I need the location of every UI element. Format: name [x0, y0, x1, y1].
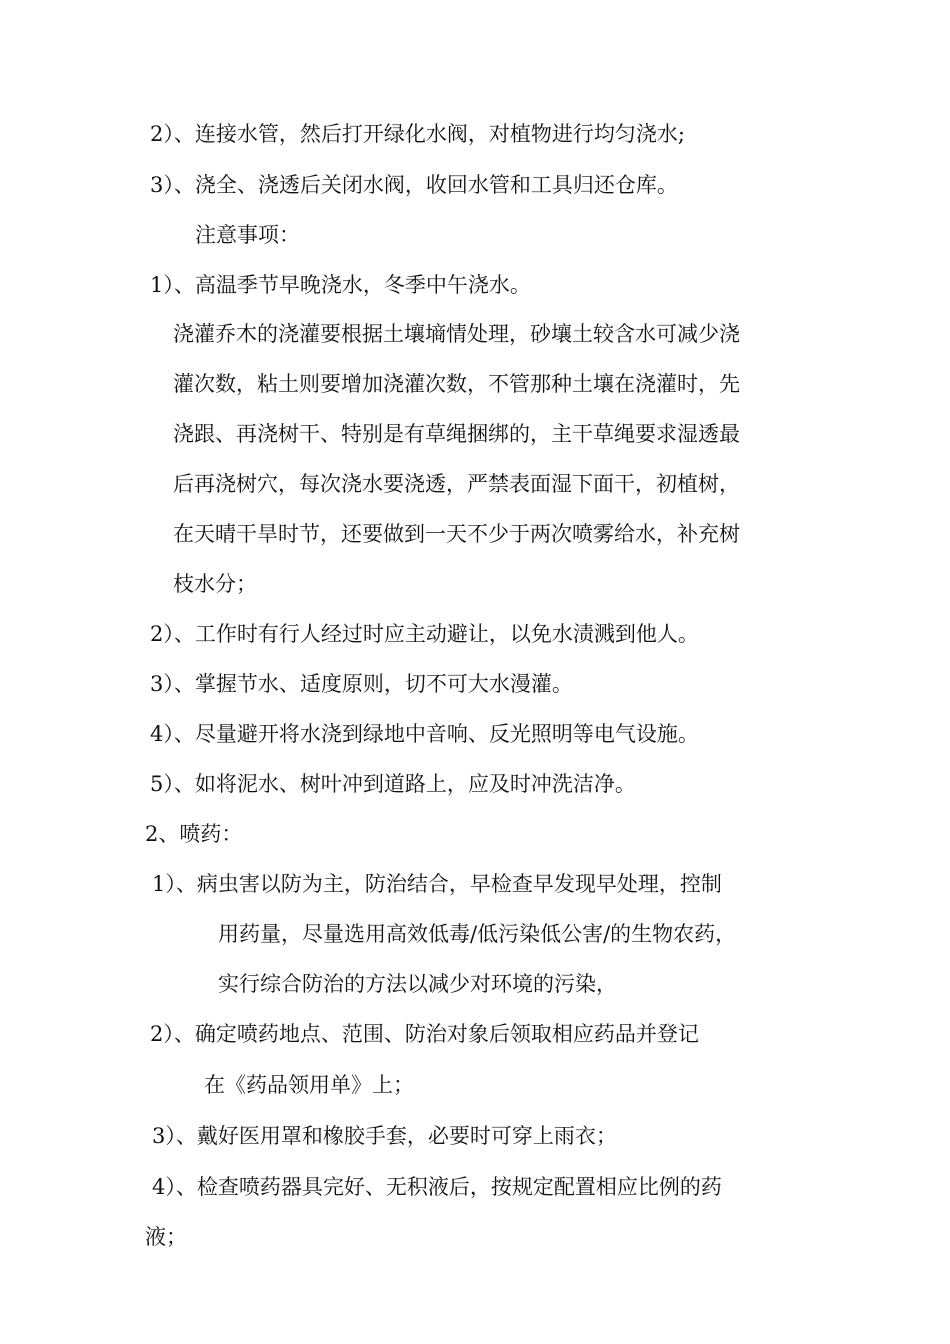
- text-line-22: 4）、检查喷药器具完好、无积液后，按规定配置相应比例的药: [152, 1175, 722, 1199]
- text-line-10: 枝水分；: [173, 572, 257, 596]
- text-line-16: 1）、病虫害以防为主，防治结合，早检查早发现早处理，控制: [152, 872, 722, 896]
- text-line-5: 浇灌乔木的浇灌要根据土壤墒情处理，砂壤土较含水可减少浇: [173, 322, 740, 346]
- text-line-13: 4）、尽量避开将水浇到绿地中音响、反光照明等电气设施。: [150, 722, 699, 746]
- text-line-19: 2）、确定喷药地点、范围、防治对象后领取相应药品并登记: [150, 1022, 699, 1046]
- text-line-23: 液；: [145, 1225, 187, 1249]
- text-line-8: 后再浇树穴，每次浇水要浇透，严禁表面湿下面干，初植树，: [173, 472, 740, 496]
- text-line-11: 2）、工作时有行人经过时应主动避让，以免水渍溅到他人。: [150, 622, 699, 646]
- text-line-20: 在《药品领用单》上；: [204, 1073, 414, 1097]
- text-line-3: 注意事项：: [195, 223, 300, 247]
- text-line-2: 3）、浇全、浇透后关闭水阀，收回水管和工具归还仓库。: [150, 173, 678, 197]
- text-line-14: 5）、如将泥水、树叶冲到道路上，应及时冲洗洁净。: [150, 772, 636, 796]
- text-line-21: 3）、戴好医用罩和橡胶手套，必要时可穿上雨衣；: [152, 1124, 617, 1148]
- text-line-1: 2）、连接水管，然后打开绿化水阀，对植物进行均匀浇水;: [150, 122, 685, 146]
- text-line-12: 3）、掌握节水、适度原则，切不可大水漫灌。: [150, 672, 573, 696]
- text-line-7: 浇跟、再浇树干、特别是有草绳捆绑的，主干草绳要求湿透最: [173, 422, 740, 446]
- text-line-4: 1）、高温季节早晚浇水，冬季中午浇水。: [150, 273, 531, 297]
- section-heading: 2、喷药：: [145, 822, 243, 846]
- text-line-18: 实行综合防治的方法以减少对环境的污染，: [218, 972, 617, 996]
- text-line-17: 用药量，尽量选用高效低毒/低污染低公害/的生物农药，: [218, 922, 737, 946]
- text-line-9: 在天晴干旱时节，还要做到一天不少于两次喷雾给水，补充树: [173, 522, 740, 546]
- text-line-6: 灌次数，粘土则要增加浇灌次数，不管那种土壤在浇灌时，先: [173, 372, 740, 396]
